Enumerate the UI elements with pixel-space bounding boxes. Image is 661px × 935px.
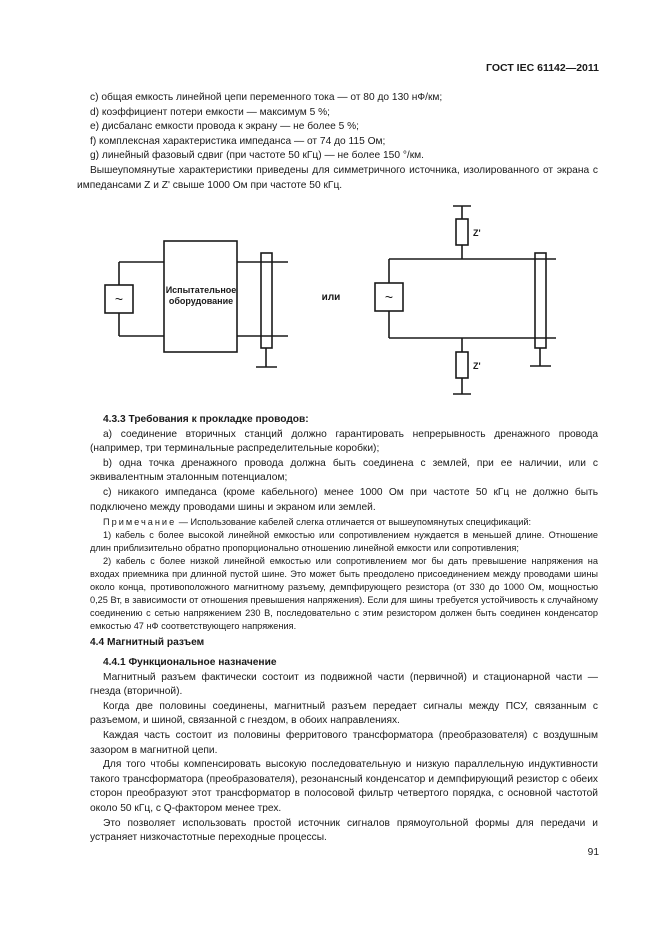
section-4-3-3 — [90, 413, 598, 515]
or-label: или — [321, 292, 341, 303]
device-label: оборудование — [168, 296, 234, 306]
note-text: — Использование кабелей слегка отличается от вышеупомянутых спецификаций: — [176, 517, 532, 527]
list-item: b) одна точка дренажного провода должна быть соединена с землей, при ее наличии, или с эквивалентным эталонным потенциалом; — [90, 457, 598, 484]
impedance-label: Z' — [473, 361, 481, 371]
paragraph: Каждая часть состоит из половины ферритового трансформатора (преобразователя) с воздушным зазором в магнитной цепи. — [90, 729, 598, 756]
section-4-4-1 — [90, 656, 598, 846]
note-block — [90, 516, 598, 633]
section-heading: 4.4.1 Функциональное назначение — [103, 657, 277, 668]
list-item: c) общая емкость линейной цепи переменного тока — от 80 до 130 нФ/км; — [90, 92, 443, 103]
section-4-4 — [90, 636, 598, 651]
list-item: f) комплексная характеристика импеданса — от 74 до 115 Ом; — [90, 135, 386, 147]
page-number: 91 — [587, 847, 599, 858]
document-header: ГОСТ IEC 61142—2011 — [486, 62, 599, 74]
list-item: d) коэффициент потери емкости — максимум 5 %; — [90, 106, 331, 118]
circuit-diagram — [0, 0, 661, 410]
list-item: c) никакого импеданса (кроме кабельного) менее 1000 Ом при частоте 50 кГц не должно быть подключено между проводами шины и экраном или землей. — [90, 486, 598, 513]
list-item: a) соединение вторичных станций должно гарантировать непрерывность дренажного провода (например, три терминальные распределительные коробки); — [90, 428, 598, 455]
source-symbol: ~ — [384, 289, 394, 305]
section-heading: 4.3.3 Требования к прокладке проводов: — [103, 414, 309, 425]
cable-symbol — [535, 253, 546, 348]
source-symbol: ~ — [114, 291, 124, 307]
paragraph: Для того чтобы компенсировать высокую последовательную и низкую параллельную индуктивности такого трансформатора (преобразователя), резонансный конденсатор и демпфирующий резистор с обеих сторон преобразуют этот трансформатор в полосовой фильтр четвертого порядка, с основной частотой около 50 кГц, с Q-фактором менее трех. — [90, 759, 598, 814]
note-item: 2) кабель с более низкой линейной емкостью или сопротивлением мог бы дать превышение напряжения на входах приемника при длинной пустой шине. Это может быть преодолено присоединением между проводами шины около конца, противоположного магнитному разъему, демпфирующего резистора (от 330 до 1000 Ом, мощностью 0,25 Вт, в зависимости от отношения превышения напряжения). Если для шины требуется устойчивость к случайному соединению с сетью напряжением 230 В, последовательно с этим резистором должен быть соединен конденсатор емкостью 47 нФ соответствующего напряжения. — [90, 556, 598, 631]
paragraph: Это позволяет использовать простой источник сигналов прямоугольной формы для передачи и устраняет низкочастотные переходные процессы. — [90, 817, 598, 844]
intro-paragraph: Вышеупомянутые характеристики приведены для симметричного источника, изолированного от экрана с импедансами Z и Z' свыше 1000 Ом при частоте 50 кГц. — [77, 164, 598, 191]
paragraph: Магнитный разъем фактически состоит из подвижной части (первичной) и стационарной части — гнезда (вторичной). — [90, 671, 598, 698]
impedance-top — [456, 219, 468, 245]
list-item: g) линейный фазовый сдвиг (при частоте 50 кГц) — не более 150 °/км. — [90, 150, 425, 162]
note-item: 1) кабель с более высокой линейной емкостью или сопротивлением нуждается в меньшей длине. Отношение длин приблизительно обратно пропорционально отношению линейной емкости или сопротивления; — [90, 530, 598, 553]
paragraph: Когда две половины соединены, магнитный разъем передает сигналы между ПСУ, связанным с разъемом, и шиной, связанной с гнездом, в обоих направлениях. — [90, 700, 598, 727]
cable-symbol — [261, 253, 272, 348]
section-heading: 4.4 Магнитный разъем — [90, 637, 205, 648]
impedance-label: Z' — [473, 228, 481, 238]
device-label: Испытательное — [165, 285, 237, 295]
list-item: e) дисбаланс емкости провода к экрану — не более 5 %; — [90, 121, 359, 133]
note-label: Примечание — [103, 517, 177, 527]
impedance-bottom — [456, 352, 468, 378]
